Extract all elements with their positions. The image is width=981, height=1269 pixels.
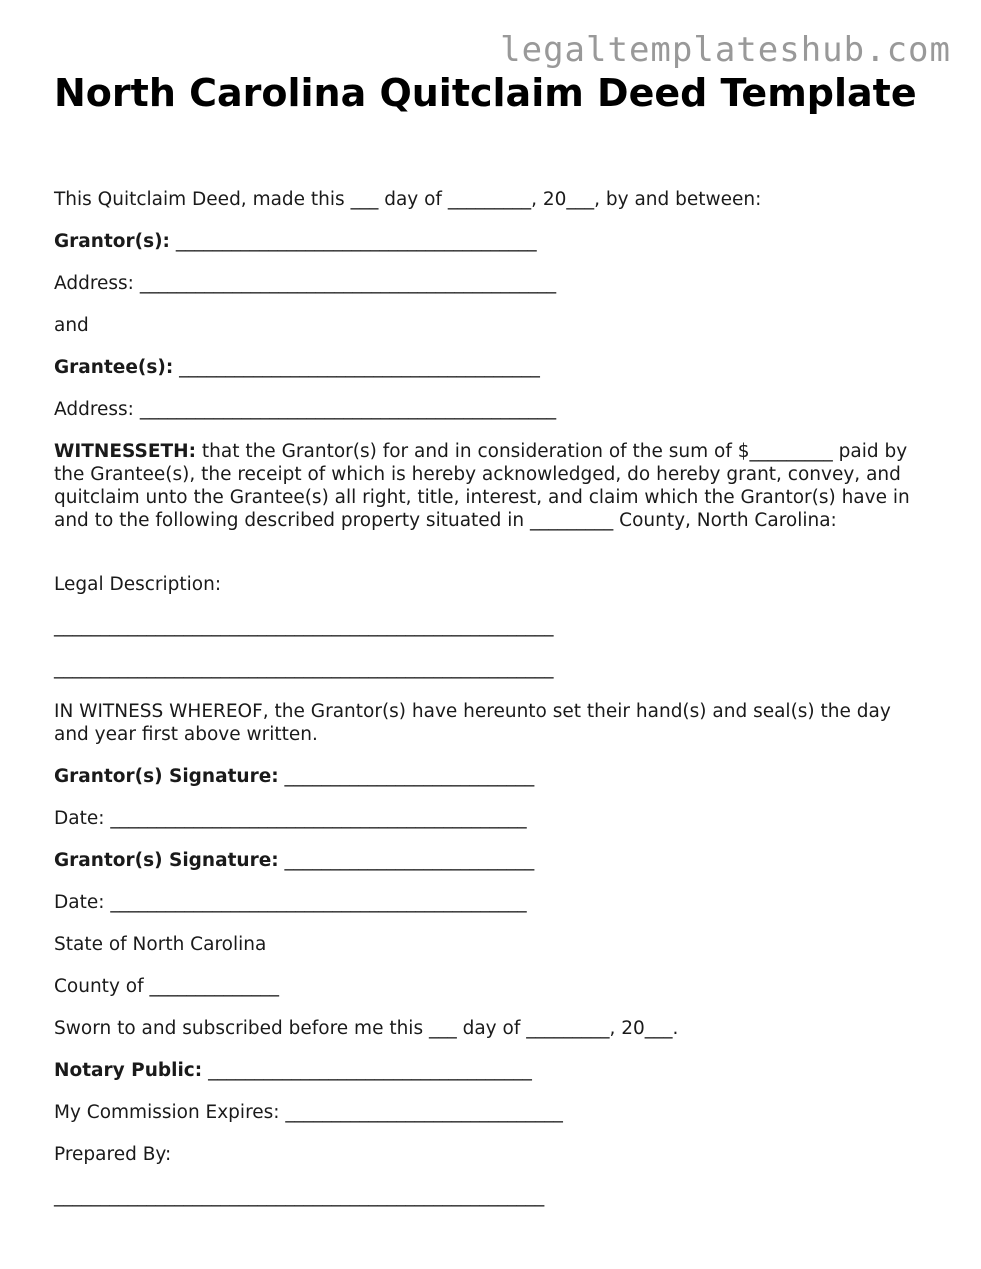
date-2-blank: _____________________________________________ <box>110 892 527 913</box>
grantor-line <box>54 230 537 253</box>
intro-line: This Quitclaim Deed, made this ___ day of _________, 20___, by and between: <box>54 189 762 210</box>
grantee-address-blank: _____________________________________________ <box>139 399 557 420</box>
date-2-label: Date: <box>54 892 105 913</box>
date-line-2 <box>54 891 527 914</box>
prepared-by-label: Prepared By: <box>54 1144 172 1165</box>
grantor-label: Grantor(s): <box>54 231 170 252</box>
signature-2-blank: ___________________________ <box>284 850 535 871</box>
document-page <box>54 70 934 1207</box>
and-text: and <box>54 315 89 336</box>
document-title: North Carolina Quitclaim Deed Template <box>54 71 917 115</box>
grantee-label: Grantee(s): <box>54 357 174 378</box>
signature-line-1 <box>54 765 534 788</box>
in-witness-paragraph: IN WITNESS WHEREOF, the Grantor(s) have hereunto set their hand(s) and seal(s) the day and year first above written. <box>54 701 891 745</box>
grantee-address-label: Address: <box>54 399 134 420</box>
grantor-address-label: Address: <box>54 273 134 294</box>
grantee-line <box>54 356 540 379</box>
prepared-by-line: _____________________________________________________ <box>54 1186 545 1207</box>
signature-2-label: Grantor(s) Signature: <box>54 850 279 871</box>
signature-1-label: Grantor(s) Signature: <box>54 766 279 787</box>
legal-description-label: Legal Description: <box>54 574 222 595</box>
grantee-address-line <box>54 398 556 421</box>
signature-1-blank: ___________________________ <box>284 766 535 787</box>
date-1-label: Date: <box>54 808 105 829</box>
county-line: County of ______________ <box>54 976 279 997</box>
grantor-address-line <box>54 272 556 295</box>
grantor-blank: _______________________________________ <box>175 231 537 252</box>
signature-line-2 <box>54 849 534 872</box>
legal-description-line-2: ______________________________________________________ <box>54 658 554 679</box>
grantor-address-blank: _____________________________________________ <box>139 273 557 294</box>
grantee-blank: _______________________________________ <box>179 357 540 378</box>
witnesseth-label: WITNESSETH: <box>54 441 196 462</box>
watermark: legaltemplateshub.com <box>500 30 951 70</box>
state-line: State of North Carolina <box>54 934 267 955</box>
witnesseth-paragraph <box>54 440 924 532</box>
notary-blank: ___________________________________ <box>208 1060 532 1081</box>
legal-description-line-1: ______________________________________________________ <box>54 616 554 637</box>
notary-line <box>54 1059 532 1082</box>
date-line-1 <box>54 807 527 830</box>
date-1-blank: _____________________________________________ <box>110 808 527 829</box>
sworn-line: Sworn to and subscribed before me this ___ day of _________, 20___. <box>54 1018 679 1039</box>
commission-line: My Commission Expires: ______________________________ <box>54 1102 563 1123</box>
witnesseth-text: that the Grantor(s) for and in consideration of the sum of $_________ paid by the Grantee(s), the receipt of which is hereby acknowledged, do hereby grant, convey, and quitclaim unto the Grantee(s) all right, title, interest, and claim which the Grantor(s) have in and to the following described property situated in _________ County, North Carolina: <box>54 441 910 531</box>
notary-label: Notary Public: <box>54 1060 203 1081</box>
